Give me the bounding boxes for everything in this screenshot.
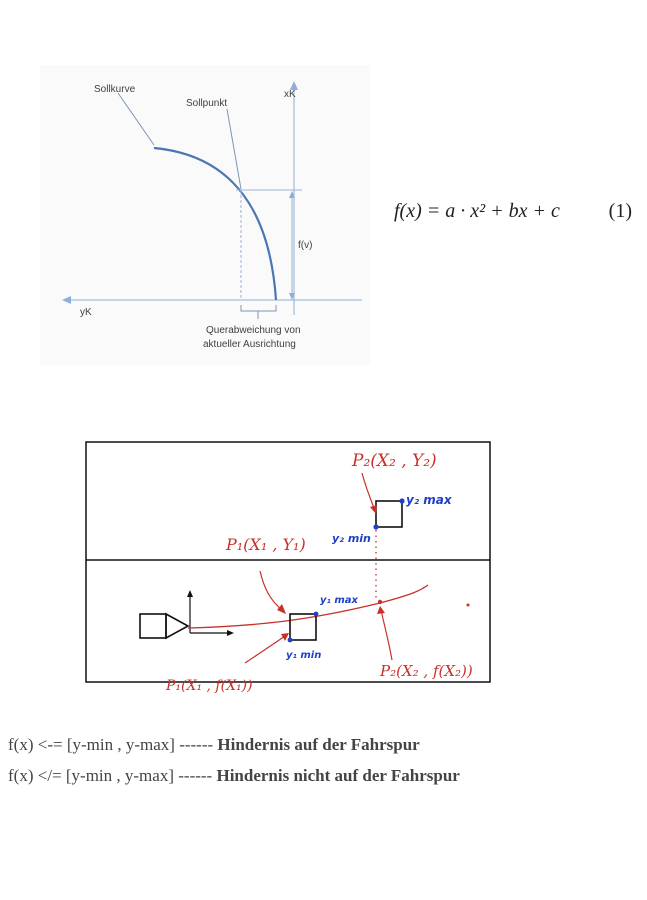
p2-bottom-arrowhead	[377, 606, 385, 614]
y1-max-point	[314, 612, 319, 617]
diagram-background	[40, 65, 370, 365]
y2-min-label: y₂ min	[332, 532, 371, 545]
p1-top-arrowhead	[277, 604, 286, 614]
y1-max-label: y₁ max	[320, 595, 358, 606]
p2-trajectory-point	[378, 600, 382, 604]
y1-min-label: y₁ min	[286, 650, 322, 661]
condition-2-expression: f(x) </= [y-min , y-max]	[8, 766, 174, 785]
condition-line-2	[8, 766, 460, 786]
vehicle-front	[166, 614, 188, 638]
fv-label: f(v)	[298, 240, 313, 251]
p2-top-arrowhead	[370, 505, 377, 514]
y1-min-point	[288, 638, 293, 643]
y2-min-point	[373, 524, 378, 529]
p1-bottom-arrow	[245, 636, 285, 663]
p1-top-label: P₁(X₁ , Y₁)	[226, 535, 306, 554]
p2-bottom-arrow	[381, 610, 392, 660]
sollkurve-diagram	[40, 65, 370, 365]
formula-number: (1)	[608, 200, 632, 222]
condition-2-dashes: ------	[174, 766, 217, 785]
obstacle-2	[376, 501, 402, 527]
condition-1-dashes: ------	[174, 735, 218, 754]
condition-line-1	[8, 735, 420, 755]
sollkurve-label: Sollkurve	[94, 84, 136, 95]
vehicle-y-axis-arrowhead	[187, 590, 193, 597]
querabweichung-label-line1: Querabweichung von	[206, 325, 301, 336]
condition-1-expression: f(x) <-= [y-min , y-max]	[8, 735, 175, 754]
formula-expression: f(x) = a · x² + bx + c	[394, 200, 560, 222]
y2-max-point	[399, 498, 404, 503]
yk-label: yK	[80, 307, 92, 318]
p1-top-arrow	[260, 571, 282, 610]
lane-sketch-diagram	[80, 438, 500, 713]
xk-label: xK	[284, 89, 296, 100]
vehicle-x-axis-arrowhead	[227, 630, 234, 636]
y2-max-label: y₂ max	[406, 493, 452, 507]
p2-bottom-label: P₂(X₂ , f(X₂))	[380, 662, 473, 680]
formula-equation	[394, 200, 644, 228]
trajectory-curve	[188, 585, 428, 628]
p1-bottom-label: P₁(X₁ , f(X₁))	[166, 678, 253, 694]
vehicle-body	[140, 614, 166, 638]
condition-2-result: Hindernis nicht auf der Fahrspur	[216, 766, 460, 785]
sollpunkt-label: Sollpunkt	[186, 98, 228, 109]
p2-top-arrow	[362, 473, 374, 508]
p2-top-label: P₂(X₂ , Y₂)	[352, 451, 437, 471]
querabweichung-label-line2: aktueller Ausrichtung	[203, 339, 296, 350]
condition-1-result: Hindernis auf der Fahrspur	[217, 735, 420, 754]
stray-red-dot	[467, 604, 470, 607]
lane-frame	[86, 442, 490, 682]
